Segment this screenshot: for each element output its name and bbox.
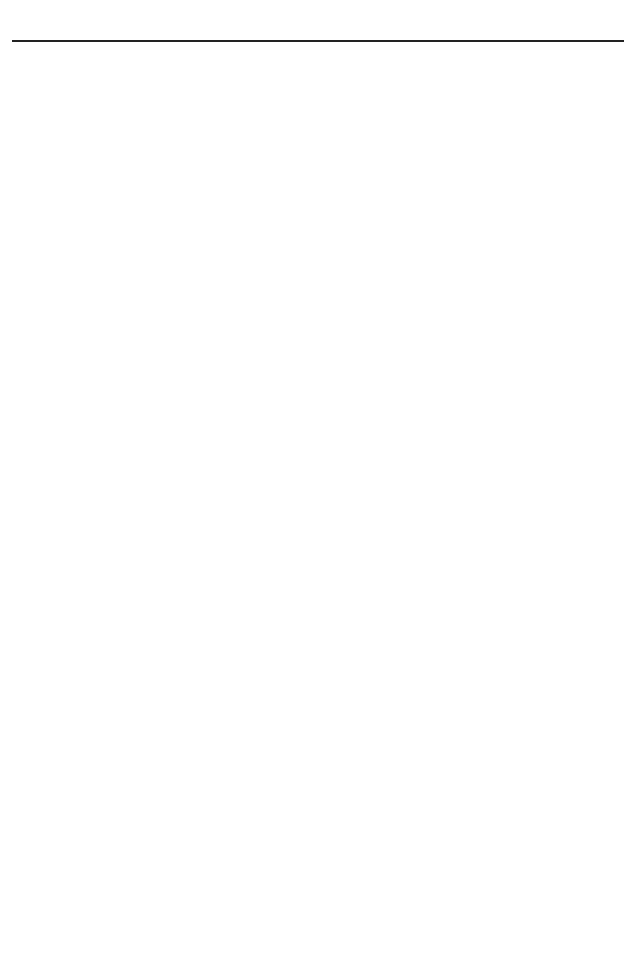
page-header (0, 0, 635, 40)
header-rule (12, 40, 624, 42)
